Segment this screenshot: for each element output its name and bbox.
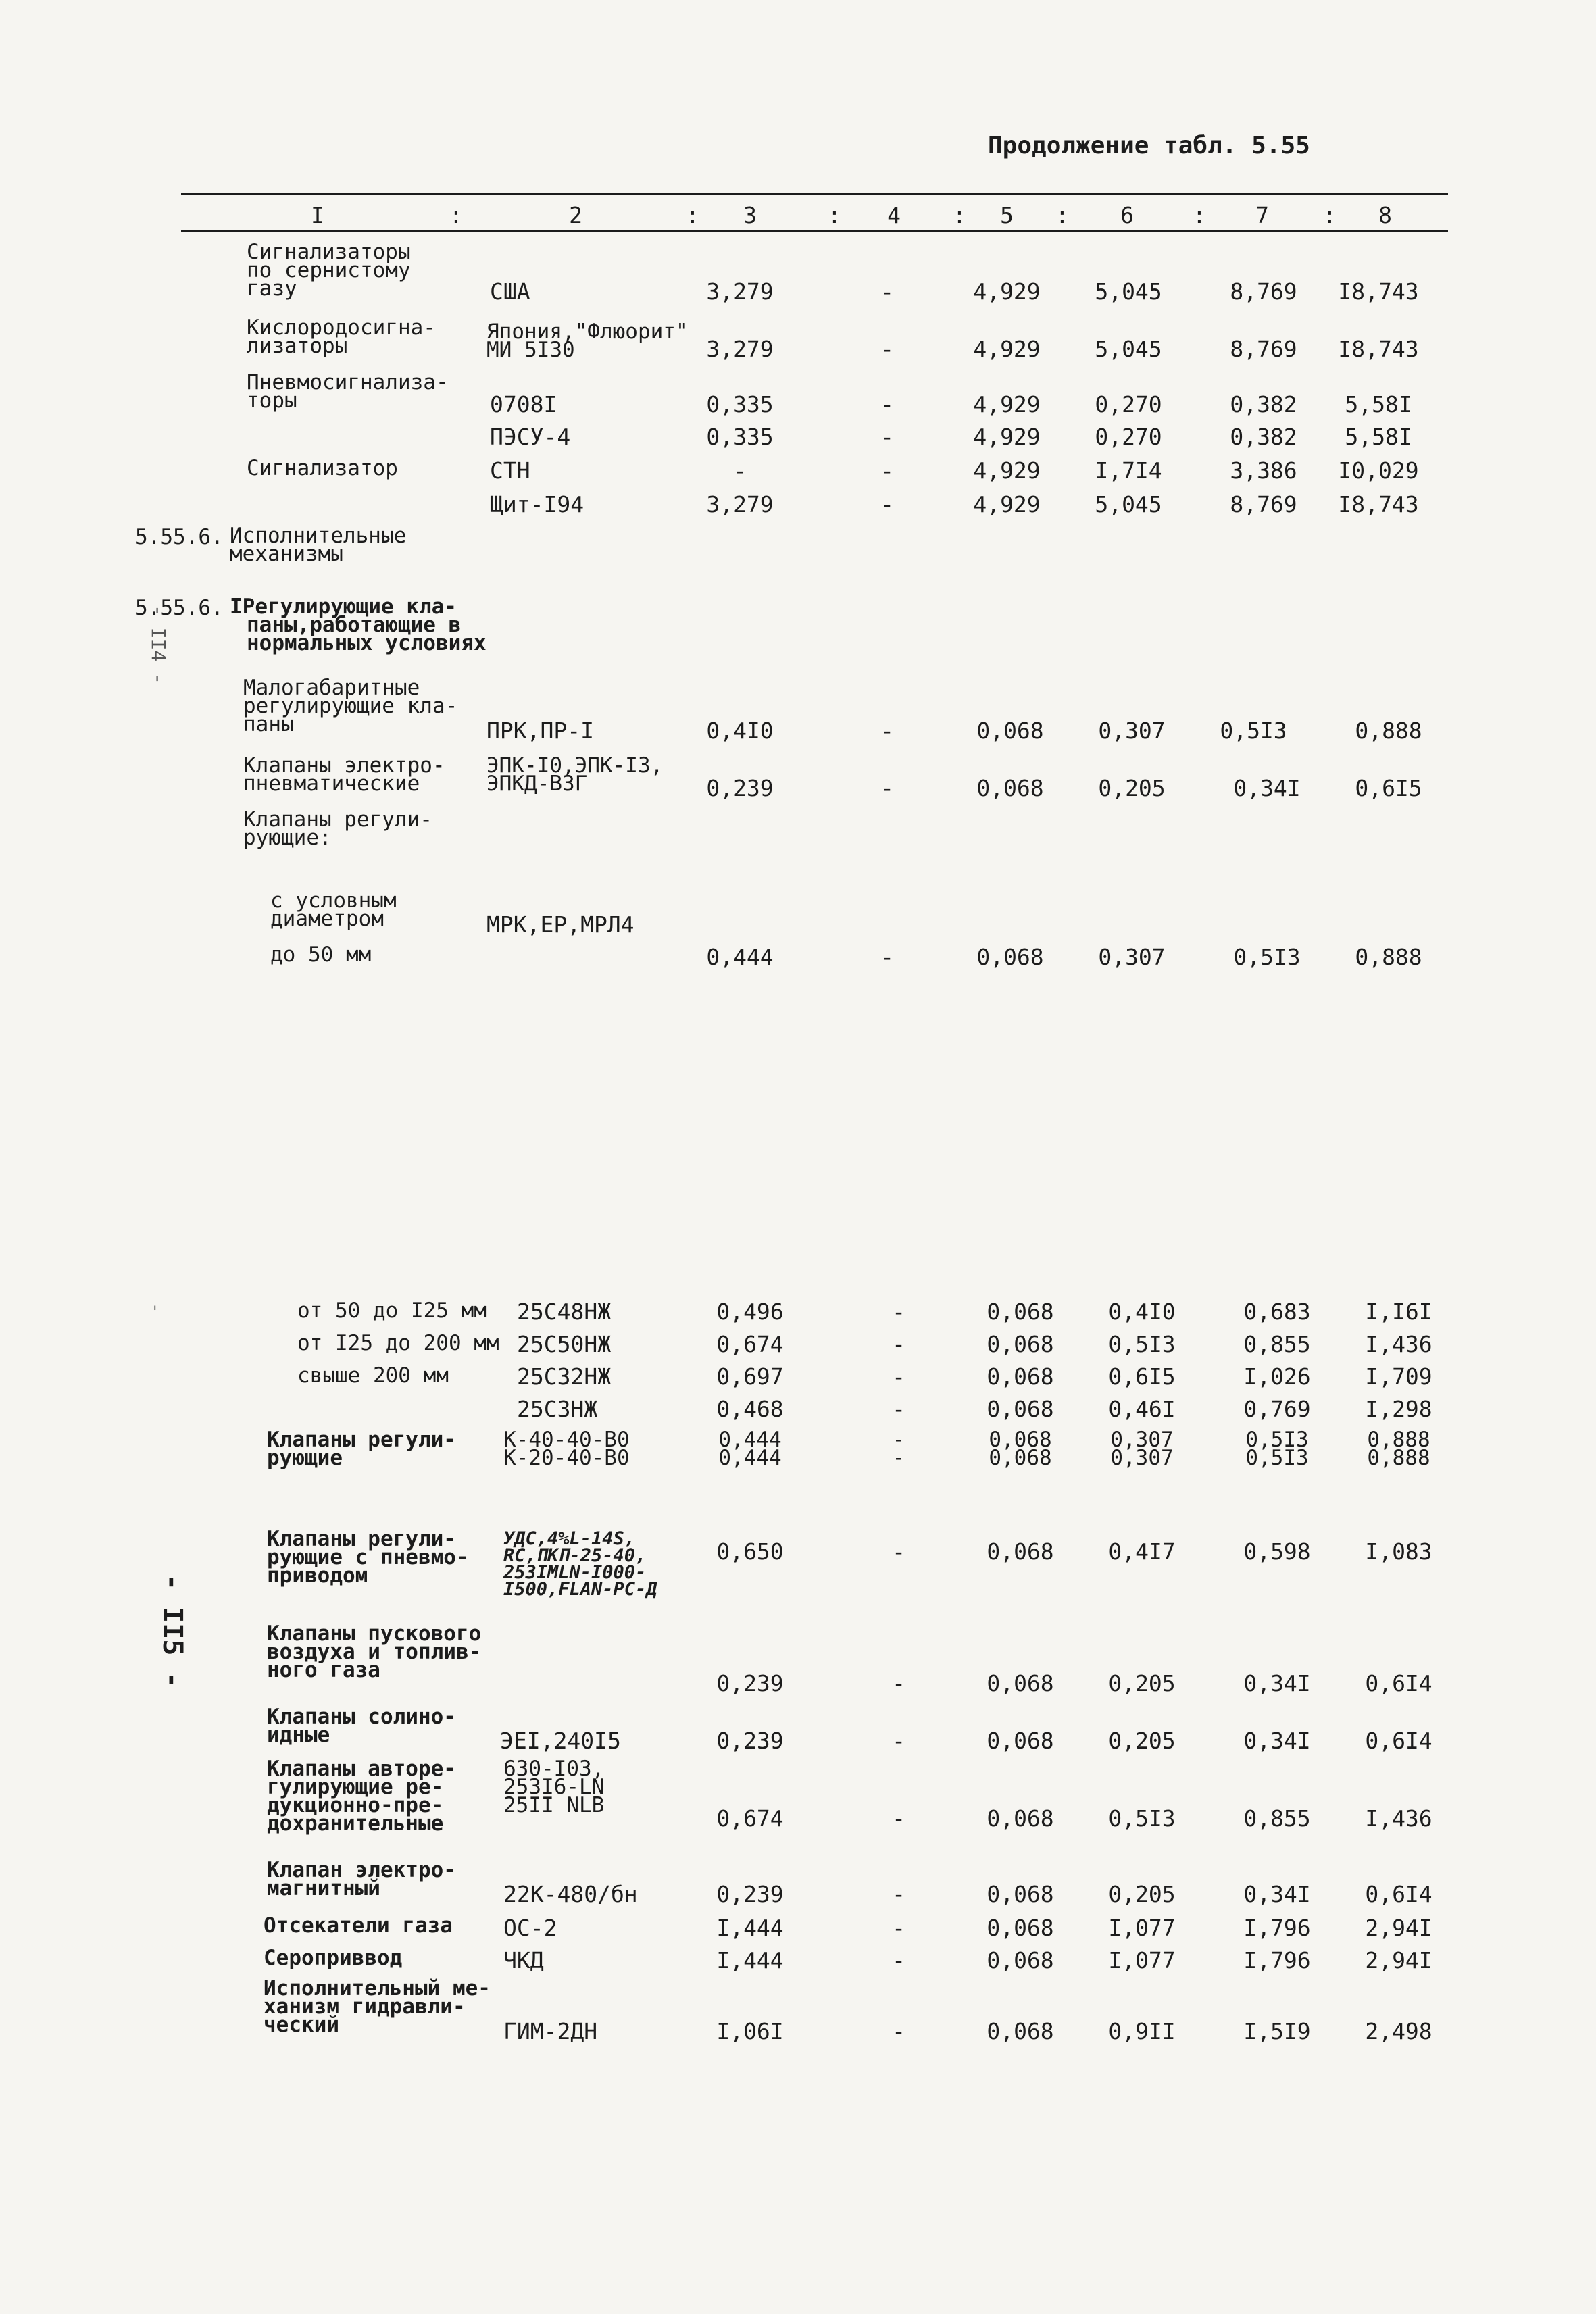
cell-c8: 0,6I4 (1365, 1728, 1432, 1754)
name-line: с условным (270, 888, 397, 913)
cell-c6: 0,6I5 (1108, 1363, 1176, 1390)
cell-c3: 0,674 (716, 1805, 784, 1832)
cell-c7: 8,769 (1230, 278, 1297, 305)
model-line: ЭПК-I0,ЭПК-I3, (487, 753, 664, 778)
title-line: паны,работающие в (247, 613, 462, 637)
name-line: Пневмосигнализа- (247, 370, 449, 395)
name-line: Клапаны регули- (267, 1527, 456, 1551)
cell-c7: 0,855 (1243, 1805, 1311, 1832)
cell-c8: I,298 (1365, 1396, 1432, 1422)
cell-c4: - (880, 491, 894, 518)
cell-c7: I,5I9 (1243, 2018, 1311, 2044)
cell-c7: 0,34I (1243, 1728, 1311, 1754)
row-model: ГИМ-2ДН (503, 2018, 598, 2044)
row-model: Щит-I94 (490, 491, 584, 518)
row-model: СТН (490, 457, 530, 484)
cell-c5: 4,929 (973, 278, 1041, 305)
cell-c4: - (880, 424, 894, 450)
cell-c7: 0,382 (1230, 391, 1297, 418)
cell-c4: - (892, 1396, 905, 1422)
cell-c8: 0,6I4 (1365, 1881, 1432, 1907)
cell-c8: 5,58I (1345, 424, 1412, 450)
cell-c8: 5,58I (1345, 391, 1412, 418)
cell-c8: I,436 (1365, 1331, 1432, 1357)
cell-c7: 0,5I3 (1220, 718, 1287, 744)
cell-c4: - (892, 1299, 905, 1325)
col-header-7: 7 (1255, 202, 1269, 228)
cell-c5: 0,068 (987, 1363, 1054, 1390)
cell-c4: - (892, 1363, 905, 1390)
name-line: Исполнительный ме- (264, 1976, 491, 2001)
cell-c4: - (880, 336, 894, 362)
row-name (264, 1976, 491, 2037)
row-model: ЧКД (503, 1947, 544, 1973)
model-line: К-20-40-В0 (503, 1446, 630, 1470)
name-line: идные (267, 1723, 330, 1747)
cell-c3: 0,335 (706, 424, 774, 450)
name-line: Сероприввод (264, 1946, 403, 1970)
name-line: по сернистому (247, 258, 411, 282)
name-line: дохранительные (267, 1811, 444, 1836)
col-sep: : (953, 202, 966, 228)
cell-c5: 0,068 (987, 1947, 1054, 1973)
cell-c3: I,444 (716, 1915, 784, 1941)
cell-c7: 0,34I (1243, 1881, 1311, 1907)
cell-c5: 0,068 (987, 1396, 1054, 1422)
cell-c5: 0,068 (987, 1331, 1054, 1357)
cell-c4: - (880, 457, 894, 484)
header-top-rule (181, 193, 1448, 195)
cell-c4: - (892, 1915, 905, 1941)
cell-c5: 4,929 (973, 336, 1041, 362)
cell-c7: 0,34I (1243, 1670, 1311, 1696)
name-line: рующие: (243, 826, 332, 850)
cell-c7: 8,769 (1230, 336, 1297, 362)
name-line: Отсекатели газа (264, 1913, 453, 1938)
row-model (503, 1530, 657, 1598)
cell-c4: - (892, 2018, 905, 2044)
cell-c4: - (880, 278, 894, 305)
model-line: I500,FLAN-РС-Д (503, 1579, 657, 1600)
cell-c5: 0,068 (976, 944, 1044, 970)
name-line: Сигнализатор (247, 456, 398, 480)
col-header-2: 2 (569, 202, 582, 228)
subsection-number: 5.55.6. (135, 596, 224, 620)
cell-c6: 0,307 (1098, 718, 1166, 744)
row-name: свыше 200 мм (297, 1363, 449, 1388)
section-title (230, 524, 407, 566)
cell-c8: I,436 (1365, 1805, 1432, 1832)
cell-c5: 0,068 (987, 1299, 1054, 1325)
cell-c8: 0,6I5 (1355, 775, 1422, 801)
col-sep: : (1193, 202, 1206, 228)
model-line: Япония,"Флюорит" (487, 320, 689, 344)
cell-c5: 0,068 (987, 1805, 1054, 1832)
row-name (270, 942, 372, 967)
col-header-3: 3 (743, 202, 757, 228)
cell-c6: 0,46I (1108, 1396, 1176, 1422)
name-line: приводом (267, 1563, 368, 1588)
cell-c3: 0,335 (706, 391, 774, 418)
col-sep: : (1323, 202, 1337, 228)
row-name (267, 1705, 456, 1747)
name-line: ного газа (267, 1658, 380, 1682)
name-line: паны (243, 712, 294, 736)
row-model: 25С3НЖ (517, 1396, 598, 1422)
col-header-8: 8 (1378, 202, 1392, 228)
cell-c4: - (892, 1331, 905, 1357)
row-name (264, 1946, 403, 1970)
cell-c7: 0,769 (1243, 1396, 1311, 1422)
title-line: Исполнительные (230, 524, 407, 548)
row-model: ОС-2 (503, 1915, 557, 1941)
name-line: Клапаны пускового (267, 1621, 482, 1646)
header-bottom-rule (181, 230, 1448, 232)
row-model: ЭEI,240I5 (500, 1728, 621, 1754)
page-number-114: - II4 - (147, 605, 170, 685)
row-model: ПРК,ПР-I (487, 718, 594, 744)
cell-c7: I,796 (1243, 1915, 1311, 1941)
model-line: УДС,4%L-14S, (503, 1528, 636, 1549)
row-model: МРК,ЕР,МРЛ4 (487, 911, 634, 938)
name-line: лизаторы (247, 334, 348, 358)
row-model: США (490, 278, 530, 305)
cell-c6: 0,307 0,307 (1110, 1428, 1174, 1470)
row-model: 25С32НЖ (517, 1363, 612, 1390)
cell-c3: 0,496 (716, 1299, 784, 1325)
name-line: пневматические (243, 772, 420, 796)
cell-c3: 0,674 (716, 1331, 784, 1357)
name-line: Сигнализаторы (247, 240, 411, 264)
cell-c8: I,083 (1365, 1538, 1432, 1565)
name-line: дукционно-пре- (267, 1793, 444, 1817)
cell-c7: 0,598 (1243, 1538, 1311, 1565)
cell-c8: 0,888 (1355, 718, 1422, 744)
cell-c5: 0,068 (976, 718, 1044, 744)
cell-c4: - (892, 1881, 905, 1907)
row-name (247, 240, 411, 301)
row-name (243, 807, 432, 850)
name-line: Клапаны регули- (267, 1428, 456, 1452)
name-line: газу (247, 276, 297, 301)
row-name (264, 1913, 453, 1938)
cell-c6: 0,9II (1108, 2018, 1176, 2044)
cell-c4: - (880, 718, 894, 744)
col-header-6: 6 (1120, 202, 1134, 228)
name-line: регулирующие кла- (243, 694, 458, 718)
name-line: Клапаны электро- (243, 753, 445, 778)
cell-c4: - (892, 1805, 905, 1832)
cell-c3: 0,239 (716, 1881, 784, 1907)
row-name (267, 1858, 456, 1901)
cell-c5: 0,068 (987, 1881, 1054, 1907)
name-line: Клапаны регули- (243, 807, 432, 832)
model-line: 253IMLN-I000- (503, 1562, 647, 1583)
cell-c6: 5,045 (1095, 336, 1162, 362)
cell-c7: I,026 (1243, 1363, 1311, 1390)
name-line: Кислородосигна- (247, 316, 436, 340)
cell-c5: 0,068 (987, 1538, 1054, 1565)
cell-c7: 0,683 (1243, 1299, 1311, 1325)
col-header-5: 5 (1000, 202, 1014, 228)
col-header-4: 4 (887, 202, 901, 228)
col-header-1: I (311, 202, 324, 228)
name-line: Клапаны солино- (267, 1705, 456, 1729)
cell-c6: 0,205 (1108, 1728, 1176, 1754)
cell-c3: 0,650 (716, 1538, 784, 1565)
cell-c5: 4,929 (973, 491, 1041, 518)
cell-c6: 5,045 (1095, 491, 1162, 518)
row-model (503, 1428, 630, 1470)
cell-c3: 0,239 (706, 775, 774, 801)
cell-c3: 3,279 (706, 278, 774, 305)
cell-c4: - (892, 1538, 905, 1565)
cell-c8: 0,888 0,888 (1367, 1428, 1430, 1470)
cell-c8: I8,743 (1338, 336, 1419, 362)
cell-c4: - (892, 1670, 905, 1696)
name-line: Малогабаритные (243, 676, 420, 700)
margin-mark: ' (150, 1303, 160, 1322)
cell-c6: I,7I4 (1095, 457, 1162, 484)
row-model (487, 753, 664, 796)
cell-c6: 0,5I3 (1108, 1331, 1176, 1357)
name-line: рующие (267, 1446, 343, 1470)
cell-c3: - (733, 457, 747, 484)
model-line: 630-I03, (503, 1757, 605, 1781)
row-model (487, 320, 689, 362)
cell-c3: 0,239 (716, 1728, 784, 1754)
row-name (243, 753, 445, 796)
model-line: МИ 5I30 (487, 338, 575, 362)
cell-c4: - (880, 391, 894, 418)
cell-c5: 0,068 (987, 2018, 1054, 2044)
cell-c7: 8,769 (1230, 491, 1297, 518)
name-line: ханизм гидравли- (264, 1994, 466, 2019)
cell-c8: 0,888 (1355, 944, 1422, 970)
cell-c7: 0,5I3 (1233, 944, 1301, 970)
cell-c3: 0,444 (706, 944, 774, 970)
cell-c7: 0,382 (1230, 424, 1297, 450)
name-line: до 50 мм (270, 942, 372, 967)
name-line: магнитный (267, 1876, 380, 1901)
table-continuation-title: Продолжение табл. 5.55 (988, 132, 1310, 159)
row-name (247, 456, 398, 480)
row-name (270, 888, 397, 931)
row-name (267, 1757, 456, 1836)
cell-c6: I,077 (1108, 1915, 1176, 1941)
row-model: 22К-480/бн (503, 1881, 638, 1907)
cell-c6: 0,4I7 (1108, 1538, 1176, 1565)
row-model: ПЭСУ-4 (490, 424, 571, 450)
name-line: гулирующие ре- (267, 1775, 444, 1799)
subsection-title (230, 595, 487, 655)
cell-c3: 0,697 (716, 1363, 784, 1390)
cell-c5: 4,929 (973, 457, 1041, 484)
cell-c6: 0,205 (1098, 775, 1166, 801)
col-sep: : (1055, 202, 1069, 228)
cell-c5: 4,929 (973, 424, 1041, 450)
cell-c7: 3,386 (1230, 457, 1297, 484)
cell-c3: 0,4I0 (706, 718, 774, 744)
cell-c8: 0,6I4 (1365, 1670, 1432, 1696)
cell-c5: 0,068 (987, 1670, 1054, 1696)
model-line: RC,ПКП-25-40, (503, 1545, 647, 1566)
cell-c8: 2,94I (1365, 1947, 1432, 1973)
cell-c7: 0,5I3 0,5I3 (1245, 1428, 1309, 1470)
row-model: 25С50НЖ (517, 1331, 612, 1357)
title-line: нормальных условиях (247, 631, 487, 655)
cell-c8: I,I6I (1365, 1299, 1432, 1325)
cell-c3: 3,279 (706, 336, 774, 362)
cell-c6: 0,270 (1095, 391, 1162, 418)
cell-c8: I8,743 (1338, 278, 1419, 305)
name-line: рующие с пневмо- (267, 1545, 469, 1569)
cell-c8: I8,743 (1338, 491, 1419, 518)
row-name (243, 676, 458, 736)
row-model: 0708I (490, 391, 557, 418)
row-name (267, 1527, 469, 1588)
cell-c4: - (880, 944, 894, 970)
cell-c5: 0,068 (987, 1728, 1054, 1754)
col-sep: : (828, 202, 841, 228)
cell-c8: I,709 (1365, 1363, 1432, 1390)
cell-c6: 0,5I3 (1108, 1805, 1176, 1832)
section-number: 5.55.6. (135, 525, 224, 549)
cell-c3: 0,239 (716, 1670, 784, 1696)
name-line: торы (247, 388, 297, 413)
cell-c7: 0,34I (1233, 775, 1301, 801)
row-name: от I25 до 200 мм (297, 1331, 499, 1355)
cell-c6: 0,4I0 (1108, 1299, 1176, 1325)
model-line: ЭПКД-ВЗГ (487, 772, 588, 796)
cell-c8: I0,029 (1338, 457, 1419, 484)
name-line: диаметром (270, 907, 384, 931)
cell-c6: 0,307 (1098, 944, 1166, 970)
row-name (267, 1621, 482, 1682)
cell-c3: 0,468 (716, 1396, 784, 1422)
name-line: ческий (264, 2013, 339, 2037)
cell-c4: - (892, 1728, 905, 1754)
cell-c3: 0,444 0,444 (718, 1428, 782, 1470)
cell-c5: 0,068 0,068 (989, 1428, 1052, 1470)
name-line: воздуха и топлив- (267, 1640, 482, 1664)
row-name (247, 370, 449, 413)
cell-c5: 4,929 (973, 391, 1041, 418)
cell-c7: 0,855 (1243, 1331, 1311, 1357)
name-line: Клапаны авторе- (267, 1757, 456, 1781)
cell-c6: 0,205 (1108, 1881, 1176, 1907)
cell-c6: I,077 (1108, 1947, 1176, 1973)
cell-c4: - (892, 1947, 905, 1973)
row-model (503, 1757, 605, 1817)
cell-c8: 2,94I (1365, 1915, 1432, 1941)
cell-c4: - - (892, 1428, 905, 1470)
title-line: механизмы (230, 542, 343, 566)
cell-c8: 2,498 (1365, 2018, 1432, 2044)
cell-c3: I,444 (716, 1947, 784, 1973)
cell-c4: - (880, 775, 894, 801)
cell-c5: 0,068 (976, 775, 1044, 801)
model-line: 25II NLB (503, 1793, 605, 1817)
model-line: К-40-40-В0 (503, 1428, 630, 1452)
cell-c3: I,06I (716, 2018, 784, 2044)
name-line: Клапан электро- (267, 1858, 456, 1882)
row-model: 25С48НЖ (517, 1299, 612, 1325)
page-number-115: - II5 - (157, 1574, 188, 1688)
col-sep: : (449, 202, 463, 228)
row-name (267, 1428, 456, 1470)
row-name: от 50 до I25 мм (297, 1299, 487, 1323)
title-line: IРегулирующие кла- (230, 595, 457, 619)
cell-c3: 3,279 (706, 491, 774, 518)
model-line: 253I6-LN (503, 1775, 605, 1799)
cell-c5: 0,068 (987, 1915, 1054, 1941)
col-sep: : (686, 202, 699, 228)
cell-c6: 0,270 (1095, 424, 1162, 450)
row-name (247, 316, 436, 358)
cell-c6: 5,045 (1095, 278, 1162, 305)
cell-c7: I,796 (1243, 1947, 1311, 1973)
cell-c6: 0,205 (1108, 1670, 1176, 1696)
